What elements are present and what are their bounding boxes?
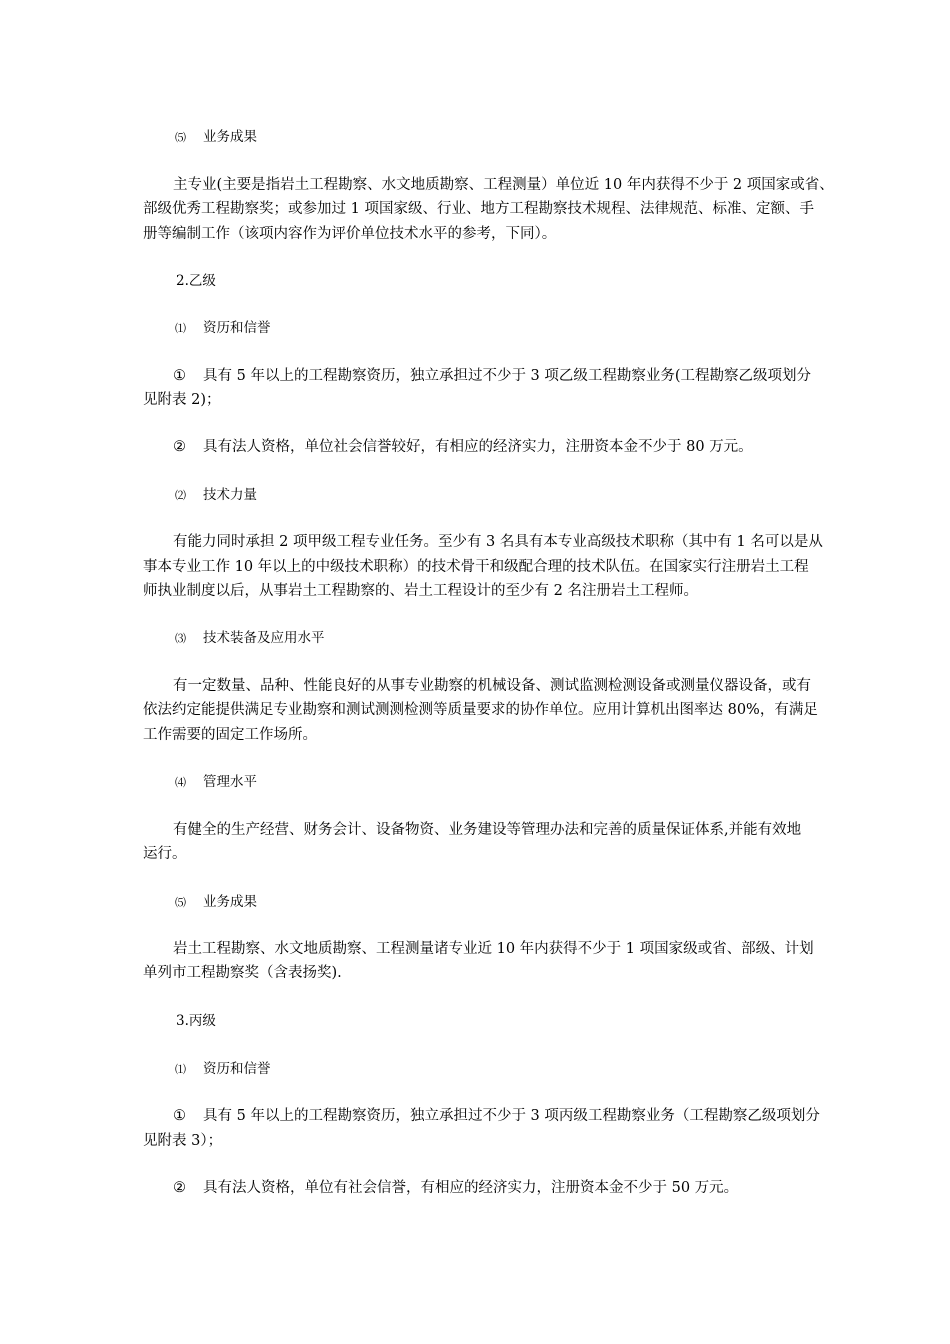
paragraph-line: 岩土工程勘察、水文地质勘察、工程测量诸专业近 10 年内获得不少于 1 项国家级或省、部级、计划 <box>173 941 814 957</box>
paragraph-line: 有健全的生产经营、财务会计、设备物资、业务建设等管理办法和完善的质量保证体系,并能有效地 <box>173 822 802 838</box>
section-number: ⑴ <box>175 322 186 335</box>
paragraph-line: 主专业(主要是指岩土工程勘察、水文地质勘察、工程测量）单位近 10 年内获得不少于 2 项国家或省、 <box>173 177 834 193</box>
paragraph-line: 师执业制度以后，从事岩土工程勘察的、岩土工程设计的至少有 2 名注册岩土工程师。 <box>143 583 698 599</box>
paragraph-line: 有一定数量、品种、性能良好的从事专业勘察的机械设备、测试监测检测设备或测量仪器设备，或有 <box>173 678 811 694</box>
section-title: 资历和信誉 <box>203 320 271 336</box>
clause-line: 见附表 3）； <box>143 1133 223 1149</box>
clause-mark: ① <box>173 368 186 384</box>
section-heading-qualification-1 <box>175 318 271 339</box>
section-heading-qualification-2 <box>175 1059 271 1080</box>
section-heading-equipment <box>175 628 325 649</box>
section-number: ⑸ <box>175 131 186 144</box>
paragraph-line: 有能力同时承担 2 项甲级工程专业任务。至少有 3 名具有本专业高级技术职称（其中有 1 名可以是从 <box>173 534 823 550</box>
clause-mark: ① <box>173 1108 186 1124</box>
clause-line <box>173 366 811 386</box>
paragraph-line: 工作需要的固定工作场所。 <box>143 727 317 743</box>
section-heading-technical-strength <box>175 485 257 506</box>
section-title: 技术装备及应用水平 <box>203 630 325 646</box>
section-title: 业务成果 <box>203 894 257 910</box>
section-heading-achievements-1 <box>175 127 257 148</box>
section-number: ⑸ <box>175 896 186 909</box>
clause-text: 具有 5 年以上的工程勘察资历，独立承担过不少于 3 项乙级工程勘察业务(工程勘察乙级项划分 <box>203 368 812 384</box>
section-number: ⑷ <box>175 776 186 789</box>
section-number: ⑵ <box>175 489 186 502</box>
paragraph-line: 依法约定能提供满足专业勘察和测试测测检测等质量要求的协作单位。应用计算机出图率达 80%，有满足 <box>143 702 818 718</box>
clause-mark: ② <box>173 439 186 455</box>
section-heading-achievements-2 <box>175 892 257 913</box>
clause-line: 见附表 2)； <box>143 392 221 408</box>
clause-mark: ② <box>173 1180 186 1196</box>
paragraph-line: 单列市工程勘察奖（含表扬奖). <box>143 965 342 981</box>
clause-text: 具有法人资格，单位社会信誉较好，有相应的经济实力，注册资本金不少于 80 万元。 <box>203 439 753 455</box>
clause-line <box>173 1106 820 1126</box>
section-title: 管理水平 <box>203 774 257 790</box>
clause-2-grade-c <box>173 1178 738 1198</box>
section-title: 技术力量 <box>203 487 257 503</box>
section-number: ⑶ <box>175 632 186 645</box>
paragraph-line: 部级优秀工程勘察奖；或参加过 1 项国家级、行业、地方工程勘察技术规程、法律规范、标准、定额、手 <box>143 201 814 217</box>
grade-heading-c: 3.丙级 <box>176 1013 216 1029</box>
grade-heading-b: 2.乙级 <box>176 273 216 289</box>
clause-text: 具有 5 年以上的工程勘察资历，独立承担过不少于 3 项丙级工程勘察业务（工程勘察乙级项划分 <box>203 1108 820 1124</box>
clause-text: 具有法人资格，单位有社会信誉，有相应的经济实力，注册资本金不少于 50 万元。 <box>203 1180 739 1196</box>
clause-2-grade-b <box>173 437 753 457</box>
paragraph-line: 运行。 <box>143 846 187 862</box>
section-heading-management <box>175 772 257 793</box>
section-title: 资历和信誉 <box>203 1061 271 1077</box>
section-number: ⑴ <box>175 1063 186 1076</box>
paragraph-line: 事本专业工作 10 年以上的中级技术职称）的技术骨干和级配合理的技术队伍。在国家实行注册岩土工程 <box>143 559 809 575</box>
paragraph-line: 册等编制工作（该项内容作为评价单位技术水平的参考，下同）。 <box>143 226 557 242</box>
section-title: 业务成果 <box>203 129 257 145</box>
